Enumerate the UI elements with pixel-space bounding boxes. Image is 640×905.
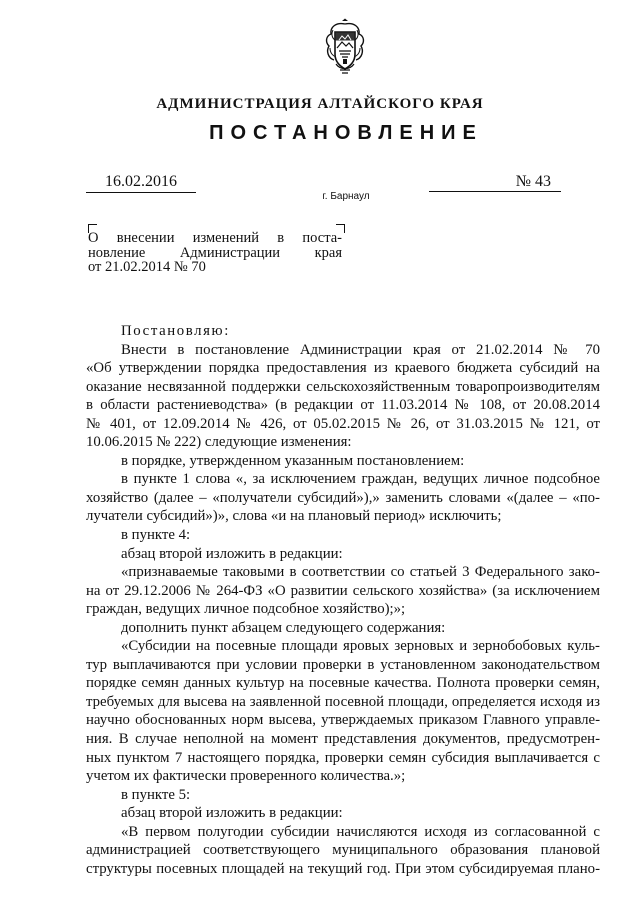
- body-line: учетом их фактически проверенного количества.»;: [86, 768, 406, 785]
- coat-of-arms-icon: [318, 18, 372, 78]
- body-line: требуемых для высева на заявленной посевной площади, определяется исходя из: [86, 693, 600, 710]
- document-number: № 43: [429, 174, 561, 192]
- body-line: в пункте 4:: [121, 527, 191, 544]
- body-line: в пункте 1 слова «, за исключением граждан, ведущих личное подсобное: [121, 471, 600, 488]
- document-city: г. Барнаул: [322, 191, 370, 202]
- body-line: «Субсидии на посевные площади яровых зерновых и зернобобовых куль-: [121, 638, 600, 655]
- body-line: Постановляю:: [121, 323, 230, 339]
- body-line: «В первом полугодии субсидии начисляются исходя из согласованной с: [121, 823, 600, 840]
- body-line: хозяйство (далее – «получатели субсидий»),» заменить словами «(далее – «по-: [86, 489, 600, 506]
- body-line: лучатели субсидий»)», слова «и на плановый период» исключить;: [86, 508, 502, 525]
- body-line: оказание несвязанной поддержки сельскохозяйственным товаропроизводителям: [86, 378, 600, 395]
- document-body: [86, 322, 600, 878]
- body-line: тур выплачиваются при условии проверки в установленном законодательством: [86, 656, 600, 673]
- body-line: абзац второй изложить в редакции:: [121, 805, 343, 822]
- subject-line: новление Администрации края: [88, 245, 342, 260]
- body-line: абзац второй изложить в редакции:: [121, 545, 343, 562]
- body-line: «признаваемые таковыми в соответствии со статьей 3 Федерального зако-: [121, 564, 600, 581]
- body-line: в пункте 5:: [121, 786, 191, 803]
- body-line: № 401, от 12.09.2014 № 426, от 05.02.2015 № 26, от 31.03.2015 № 121, от: [86, 415, 600, 432]
- subject-line: О внесении изменений в поста-: [88, 231, 342, 246]
- body-line: в порядке, утвержденном указанным постановлением:: [121, 452, 465, 469]
- body-line: в области растениеводства» (в редакции от 11.03.2014 № 108, от 20.08.2014: [86, 397, 600, 414]
- body-line: граждан, ведущих личное подсобное хозяйство);»;: [86, 601, 406, 618]
- body-line: ния. В случае неполной на момент представления документов, предусмотрен-: [86, 731, 600, 748]
- organization-name: АДМИНИСТРАЦИЯ АЛТАЙСКОГО КРАЯ: [156, 96, 484, 112]
- body-line: дополнить пункт абзацем следующего содержания:: [121, 619, 446, 636]
- body-line: научно обоснованных норм высева, утверждаемых приказом Главного управле-: [86, 712, 600, 729]
- body-line: администрацией соответствующего муниципального образования плановой: [86, 842, 600, 859]
- document-type: ПОСТАНОВЛЕНИЕ: [209, 122, 483, 144]
- body-line: Внести в постановление Администрации края от 21.02.2014 № 70: [121, 341, 600, 358]
- document-subject: [88, 231, 342, 275]
- document-date: 16.02.2016: [86, 174, 196, 193]
- body-line: порядке семян данных культур на посевные качества. Полнота проверки семян,: [86, 675, 600, 692]
- subject-line: от 21.02.2014 № 70: [88, 260, 206, 275]
- body-line: ных пунктом 7 настоящего порядка, проверки семян субсидия выплачивается с: [86, 749, 600, 766]
- body-line: на от 29.12.2006 № 264-ФЗ «О развитии сельского хозяйства» (за исключением: [86, 582, 600, 599]
- body-line: структуры посевных площадей на текущий год. При этом субсидируемая плано-: [86, 860, 600, 877]
- body-line: 10.06.2015 № 222) следующие изменения:: [86, 434, 352, 451]
- body-line: «Об утверждении порядка предоставления из краевого бюджета субсидий на: [86, 360, 600, 377]
